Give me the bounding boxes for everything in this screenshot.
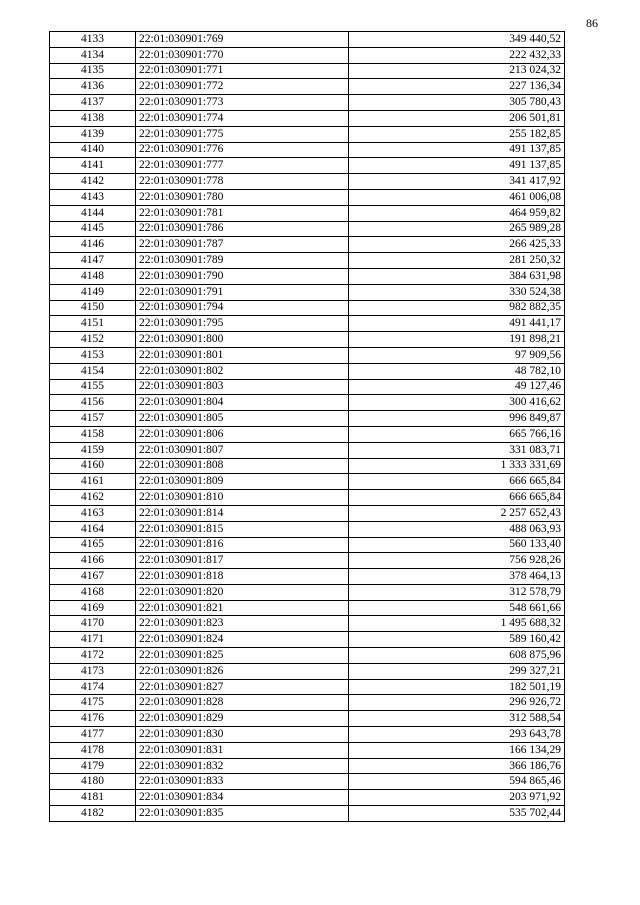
row-number-cell: 4166	[50, 553, 136, 569]
cadastral-value-cell: 300 416,62	[349, 395, 565, 411]
cadastral-value-cell: 305 780,43	[349, 95, 565, 111]
cadastral-value-cell: 996 849,87	[349, 411, 565, 427]
cadastral-value-cell: 535 702,44	[349, 806, 565, 822]
cadastral-number-cell: 22:01:030901:772	[136, 79, 349, 95]
row-number-cell: 4170	[50, 616, 136, 632]
cadastral-number-cell: 22:01:030901:806	[136, 426, 349, 442]
table-row	[50, 537, 565, 553]
page-number: 86	[586, 16, 598, 30]
cadastral-number-cell: 22:01:030901:829	[136, 711, 349, 727]
row-number-cell: 4180	[50, 774, 136, 790]
cadastral-number-cell: 22:01:030901:802	[136, 363, 349, 379]
cadastral-number-cell: 22:01:030901:776	[136, 142, 349, 158]
cadastral-value-cell: 222 432,33	[349, 47, 565, 63]
cadastral-value-cell: 461 006,08	[349, 189, 565, 205]
table-row	[50, 490, 565, 506]
row-number-cell: 4173	[50, 663, 136, 679]
cadastral-value-cell: 982 882,35	[349, 300, 565, 316]
row-number-cell: 4148	[50, 268, 136, 284]
row-number-cell: 4142	[50, 174, 136, 190]
cadastral-value-cell: 341 417,92	[349, 174, 565, 190]
cadastral-number-cell: 22:01:030901:789	[136, 253, 349, 269]
cadastral-number-cell: 22:01:030901:826	[136, 663, 349, 679]
cadastral-number-cell: 22:01:030901:810	[136, 490, 349, 506]
row-number-cell: 4179	[50, 758, 136, 774]
cadastral-value-cell: 213 024,32	[349, 63, 565, 79]
table-row	[50, 253, 565, 269]
table-row	[50, 616, 565, 632]
row-number-cell: 4168	[50, 584, 136, 600]
cadastral-value-cell: 349 440,52	[349, 32, 565, 48]
row-number-cell: 4138	[50, 110, 136, 126]
table-row	[50, 63, 565, 79]
table-row	[50, 110, 565, 126]
cadastral-number-cell: 22:01:030901:777	[136, 158, 349, 174]
cadastral-value-cell: 594 865,46	[349, 774, 565, 790]
row-number-cell: 4157	[50, 411, 136, 427]
table-row	[50, 158, 565, 174]
cadastral-number-cell: 22:01:030901:835	[136, 806, 349, 822]
cadastral-value-cell: 312 588,54	[349, 711, 565, 727]
cadastral-number-cell: 22:01:030901:821	[136, 600, 349, 616]
table-row	[50, 347, 565, 363]
row-number-cell: 4175	[50, 695, 136, 711]
table-row	[50, 663, 565, 679]
row-number-cell: 4150	[50, 300, 136, 316]
cadastral-value-cell: 227 136,34	[349, 79, 565, 95]
cadastral-number-cell: 22:01:030901:834	[136, 790, 349, 806]
cadastral-value-cell: 281 250,32	[349, 253, 565, 269]
cadastral-value-cell: 312 578,79	[349, 584, 565, 600]
cadastral-value-cell: 666 665,84	[349, 474, 565, 490]
row-number-cell: 4181	[50, 790, 136, 806]
cadastral-number-cell: 22:01:030901:786	[136, 221, 349, 237]
cadastral-number-cell: 22:01:030901:780	[136, 189, 349, 205]
table-row	[50, 648, 565, 664]
cadastral-number-cell: 22:01:030901:803	[136, 379, 349, 395]
cadastral-number-cell: 22:01:030901:790	[136, 268, 349, 284]
cadastral-number-cell: 22:01:030901:830	[136, 727, 349, 743]
cadastral-number-cell: 22:01:030901:795	[136, 316, 349, 332]
cadastral-number-cell: 22:01:030901:824	[136, 632, 349, 648]
table-row	[50, 758, 565, 774]
row-number-cell: 4133	[50, 32, 136, 48]
row-number-cell: 4158	[50, 426, 136, 442]
cadastral-value-cell: 266 425,33	[349, 237, 565, 253]
row-number-cell: 4135	[50, 63, 136, 79]
cadastral-number-cell: 22:01:030901:805	[136, 411, 349, 427]
table-row	[50, 790, 565, 806]
cadastral-number-cell: 22:01:030901:769	[136, 32, 349, 48]
cadastral-number-cell: 22:01:030901:771	[136, 63, 349, 79]
row-number-cell: 4139	[50, 126, 136, 142]
row-number-cell: 4159	[50, 442, 136, 458]
cadastral-number-cell: 22:01:030901:774	[136, 110, 349, 126]
cadastral-value-cell: 166 134,29	[349, 742, 565, 758]
cadastral-value-cell: 666 665,84	[349, 490, 565, 506]
table-row	[50, 332, 565, 348]
table-row	[50, 300, 565, 316]
cadastral-value-cell: 491 137,85	[349, 142, 565, 158]
cadastral-value-cell: 299 327,21	[349, 663, 565, 679]
table-row	[50, 727, 565, 743]
cadastral-value-cell: 97 909,56	[349, 347, 565, 363]
cadastral-number-cell: 22:01:030901:817	[136, 553, 349, 569]
cadastral-number-cell: 22:01:030901:809	[136, 474, 349, 490]
table-row	[50, 505, 565, 521]
row-number-cell: 4141	[50, 158, 136, 174]
row-number-cell: 4137	[50, 95, 136, 111]
table-row	[50, 47, 565, 63]
row-number-cell: 4174	[50, 679, 136, 695]
table-row	[50, 774, 565, 790]
row-number-cell: 4147	[50, 253, 136, 269]
cadastral-number-cell: 22:01:030901:832	[136, 758, 349, 774]
table-row	[50, 695, 565, 711]
cadastral-number-cell: 22:01:030901:794	[136, 300, 349, 316]
row-number-cell: 4160	[50, 458, 136, 474]
cadastral-value-cell: 378 464,13	[349, 569, 565, 585]
cadastral-number-cell: 22:01:030901:833	[136, 774, 349, 790]
table-row	[50, 205, 565, 221]
table-row	[50, 174, 565, 190]
table-row	[50, 379, 565, 395]
table-row	[50, 126, 565, 142]
table-row	[50, 553, 565, 569]
row-number-cell: 4171	[50, 632, 136, 648]
cadastral-value-cell: 1 333 331,69	[349, 458, 565, 474]
row-number-cell: 4167	[50, 569, 136, 585]
cadastral-number-cell: 22:01:030901:820	[136, 584, 349, 600]
row-number-cell: 4162	[50, 490, 136, 506]
cadastral-value-cell: 665 766,16	[349, 426, 565, 442]
row-number-cell: 4136	[50, 79, 136, 95]
cadastral-number-cell: 22:01:030901:831	[136, 742, 349, 758]
cadastral-value-cell: 2 257 652,43	[349, 505, 565, 521]
cadastral-number-cell: 22:01:030901:801	[136, 347, 349, 363]
cadastral-number-cell: 22:01:030901:816	[136, 537, 349, 553]
table-row	[50, 411, 565, 427]
table-row	[50, 742, 565, 758]
cadastral-number-cell: 22:01:030901:800	[136, 332, 349, 348]
cadastral-number-cell: 22:01:030901:814	[136, 505, 349, 521]
cadastral-number-cell: 22:01:030901:827	[136, 679, 349, 695]
cadastral-number-cell: 22:01:030901:791	[136, 284, 349, 300]
cadastral-value-cell: 488 063,93	[349, 521, 565, 537]
row-number-cell: 4134	[50, 47, 136, 63]
table-row	[50, 189, 565, 205]
table-row	[50, 600, 565, 616]
cadastral-value-cell: 491 441,17	[349, 316, 565, 332]
table-row	[50, 395, 565, 411]
table-row	[50, 316, 565, 332]
row-number-cell: 4164	[50, 521, 136, 537]
cadastral-number-cell: 22:01:030901:828	[136, 695, 349, 711]
cadastral-value-cell: 756 928,26	[349, 553, 565, 569]
row-number-cell: 4149	[50, 284, 136, 300]
table-row	[50, 806, 565, 822]
table-row	[50, 237, 565, 253]
cadastral-value-cell: 296 926,72	[349, 695, 565, 711]
table-row	[50, 632, 565, 648]
cadastral-value-cell: 203 971,92	[349, 790, 565, 806]
cadastral-number-cell: 22:01:030901:775	[136, 126, 349, 142]
row-number-cell: 4161	[50, 474, 136, 490]
row-number-cell: 4177	[50, 727, 136, 743]
row-number-cell: 4144	[50, 205, 136, 221]
cadastral-number-cell: 22:01:030901:808	[136, 458, 349, 474]
cadastral-value-cell: 182 501,19	[349, 679, 565, 695]
table-row	[50, 442, 565, 458]
cadastral-value-cell: 464 959,82	[349, 205, 565, 221]
row-number-cell: 4172	[50, 648, 136, 664]
cadastral-value-cell: 331 083,71	[349, 442, 565, 458]
cadastral-number-cell: 22:01:030901:825	[136, 648, 349, 664]
cadastral-number-cell: 22:01:030901:778	[136, 174, 349, 190]
cadastral-value-cell: 589 160,42	[349, 632, 565, 648]
table-row	[50, 426, 565, 442]
cadastral-value-cell: 255 182,85	[349, 126, 565, 142]
cadastral-value-cell: 608 875,96	[349, 648, 565, 664]
cadastral-number-cell: 22:01:030901:787	[136, 237, 349, 253]
row-number-cell: 4145	[50, 221, 136, 237]
row-number-cell: 4156	[50, 395, 136, 411]
table-row	[50, 221, 565, 237]
row-number-cell: 4176	[50, 711, 136, 727]
table-body	[50, 32, 565, 822]
cadastral-number-cell: 22:01:030901:818	[136, 569, 349, 585]
table-row	[50, 521, 565, 537]
row-number-cell: 4182	[50, 806, 136, 822]
table-row	[50, 32, 565, 48]
row-number-cell: 4169	[50, 600, 136, 616]
cadastral-value-cell: 206 501,81	[349, 110, 565, 126]
cadastral-value-cell: 293 643,78	[349, 727, 565, 743]
table-row	[50, 268, 565, 284]
table-row	[50, 142, 565, 158]
cadastral-value-cell: 330 524,38	[349, 284, 565, 300]
cadastral-value-cell: 1 495 688,32	[349, 616, 565, 632]
row-number-cell: 4154	[50, 363, 136, 379]
cadastral-number-cell: 22:01:030901:807	[136, 442, 349, 458]
table-row	[50, 95, 565, 111]
cadastral-value-cell: 384 631,98	[349, 268, 565, 284]
cadastral-number-cell: 22:01:030901:815	[136, 521, 349, 537]
cadastral-number-cell: 22:01:030901:804	[136, 395, 349, 411]
table-row	[50, 584, 565, 600]
row-number-cell: 4152	[50, 332, 136, 348]
row-number-cell: 4146	[50, 237, 136, 253]
row-number-cell: 4155	[50, 379, 136, 395]
cadastral-number-cell: 22:01:030901:781	[136, 205, 349, 221]
row-number-cell: 4153	[50, 347, 136, 363]
cadastral-value-cell: 48 782,10	[349, 363, 565, 379]
table-row	[50, 284, 565, 300]
cadastral-value-cell: 560 133,40	[349, 537, 565, 553]
table-row	[50, 679, 565, 695]
table-row	[50, 474, 565, 490]
table-row	[50, 458, 565, 474]
row-number-cell: 4140	[50, 142, 136, 158]
cadastral-value-cell: 491 137,85	[349, 158, 565, 174]
cadastral-value-table	[49, 31, 565, 822]
table-row	[50, 363, 565, 379]
cadastral-value-cell: 49 127,46	[349, 379, 565, 395]
row-number-cell: 4165	[50, 537, 136, 553]
table-row	[50, 79, 565, 95]
table-row	[50, 569, 565, 585]
cadastral-number-cell: 22:01:030901:770	[136, 47, 349, 63]
cadastral-value-cell: 265 989,28	[349, 221, 565, 237]
cadastral-value-cell: 548 661,66	[349, 600, 565, 616]
row-number-cell: 4178	[50, 742, 136, 758]
row-number-cell: 4163	[50, 505, 136, 521]
table-row	[50, 711, 565, 727]
cadastral-value-cell: 366 186,76	[349, 758, 565, 774]
row-number-cell: 4143	[50, 189, 136, 205]
cadastral-number-cell: 22:01:030901:773	[136, 95, 349, 111]
cadastral-value-cell: 191 898,21	[349, 332, 565, 348]
cadastral-number-cell: 22:01:030901:823	[136, 616, 349, 632]
row-number-cell: 4151	[50, 316, 136, 332]
